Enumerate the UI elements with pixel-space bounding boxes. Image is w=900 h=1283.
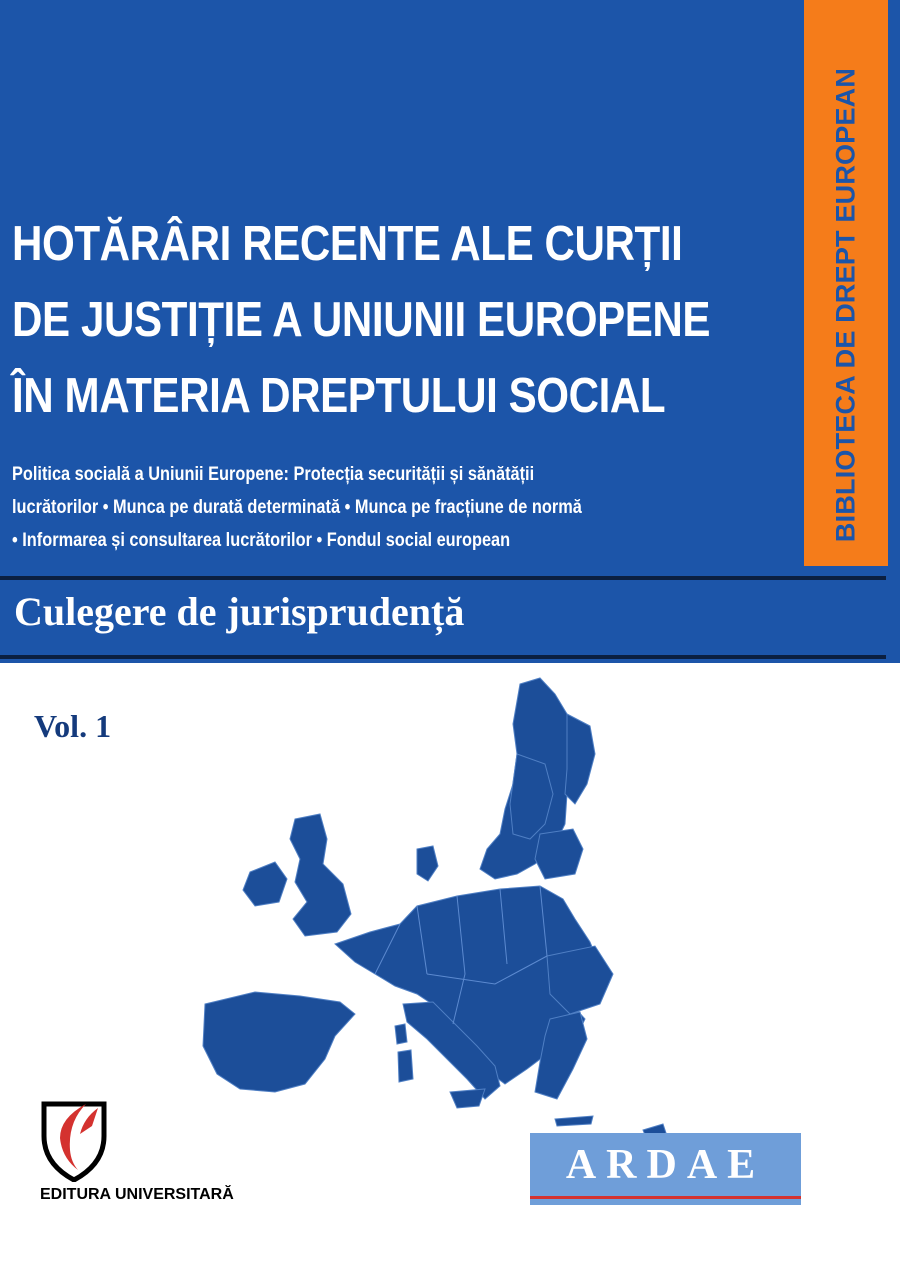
- partner-logo: [530, 1133, 801, 1205]
- europe-map-icon: [195, 674, 775, 1159]
- subtitle-line: • Informarea și consultarea lucrătorilor • Fondul social european: [12, 530, 511, 551]
- partner-logo-text: ARDAE: [565, 1142, 766, 1188]
- title-line: DE JUSTIȚIE A UNIUNII EUROPENE: [12, 293, 711, 347]
- divider-line: [0, 655, 886, 659]
- collection-label: Culegere de jurisprudență: [14, 589, 465, 634]
- publisher-emblem-icon: [40, 1100, 110, 1182]
- publisher-logo: [40, 1100, 250, 1210]
- subtitle-line: Politica socială a Uniunii Europene: Protecția securității și sănătății: [12, 464, 535, 485]
- book-title: [12, 206, 802, 434]
- divider-line: [0, 576, 886, 580]
- publisher-name: EDITURA UNIVERSITARĂ: [40, 1186, 234, 1203]
- volume-label: Vol. 1: [34, 708, 112, 744]
- book-subtitle: [12, 458, 792, 557]
- series-name: BIBLIOTECA DE DREPT EUROPEAN: [830, 67, 861, 543]
- title-line: ÎN MATERIA DREPTULUI SOCIAL: [12, 369, 666, 423]
- subtitle-line: lucrătorilor • Munca pe durată determinată • Munca pe fracțiune de normă: [12, 497, 582, 518]
- title-line: HOTĂRÂRI RECENTE ALE CURȚII: [12, 217, 683, 271]
- partner-logo-underline: [530, 1196, 801, 1199]
